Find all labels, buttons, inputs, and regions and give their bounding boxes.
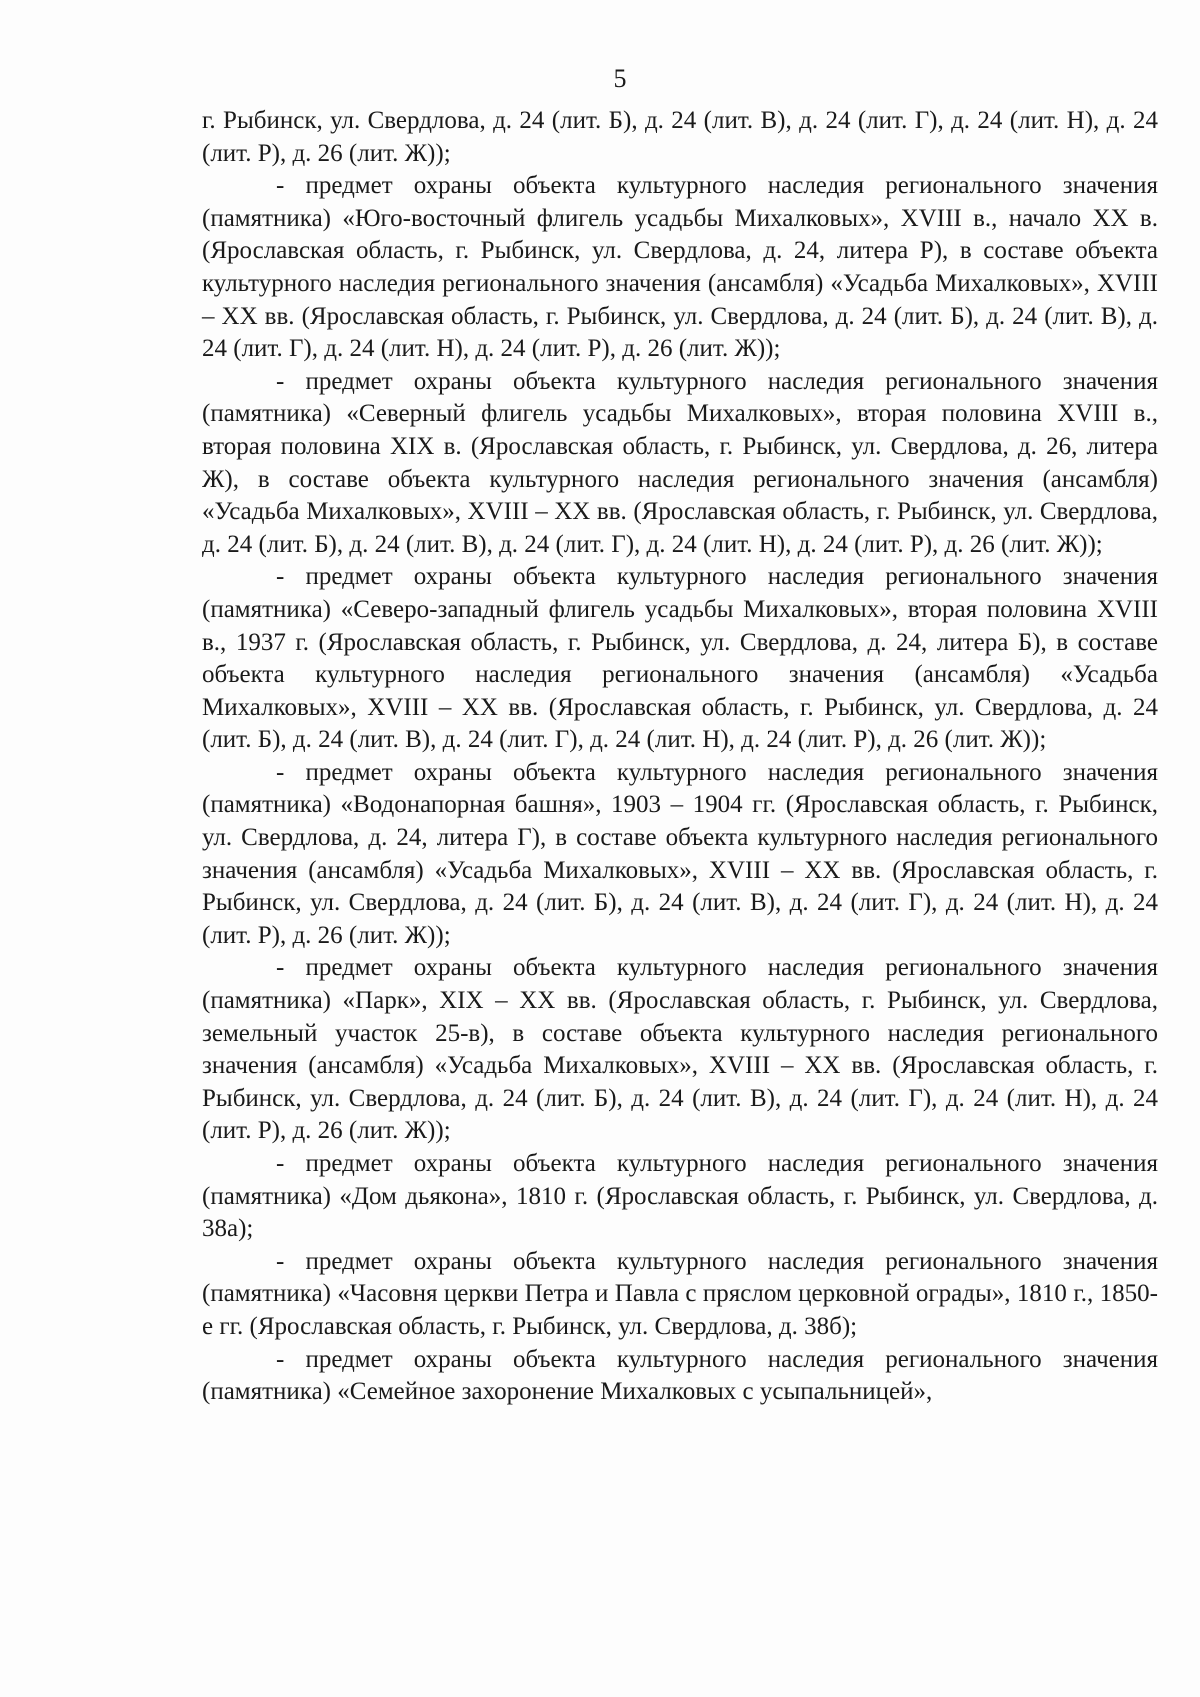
- page-number: 5: [613, 64, 627, 93]
- document-body: [202, 105, 1158, 1409]
- paragraph-protection-subject: - предмет охраны объекта культурного наследия регионального значения (памятника) «Семейное захоронение Михалковых с усыпальницей»,: [202, 1345, 1158, 1406]
- paragraph-protection-subject: - предмет охраны объекта культурного наследия регионального значения (памятника) «Дом дьякона», 1810 г. (Ярославская область, г. Рыбинск, ул. Свердлова, д. 38а);: [202, 1150, 1158, 1243]
- paragraph-protection-subject: - предмет охраны объекта культурного наследия регионального значения (памятника) «Часовня церкви Петра и Павла с пряслом церковной ограды», 1810 г., 1850-е гг. (Ярославская область, г. Рыбинск, ул. Свердлова, д. 38б);: [202, 1247, 1158, 1340]
- paragraph-protection-subject: - предмет охраны объекта культурного наследия регионального значения (памятника) «Северный флигель усадьбы Михалковых», вторая половина XVIII в., вторая половина XIX в. (Ярославская область, г. Рыбинск, ул. Свердлова, д. 26, литера Ж), в составе объекта культурного наследия регионального значения (ансамбля) «Усадьба Михалковых», XVIII – XX вв. (Ярославская область, г. Рыбинск, ул. Свердлова, д. 24 (лит. Б), д. 24 (лит. В), д. 24 (лит. Г), д. 24 (лит. Н), д. 24 (лит. Р), д. 26 (лит. Ж));: [202, 367, 1158, 558]
- paragraph-protection-subject: - предмет охраны объекта культурного наследия регионального значения (памятника) «Водонапорная башня», 1903 – 1904 гг. (Ярославская область, г. Рыбинск, ул. Свердлова, д. 24, литера Г), в составе объекта культурного наследия регионального значения (ансамбля) «Усадьба Михалковых», XVIII – XX вв. (Ярославская область, г. Рыбинск, ул. Свердлова, д. 24 (лит. Б), д. 24 (лит. В), д. 24 (лит. Г), д. 24 (лит. Н), д. 24 (лит. Р), д. 26 (лит. Ж));: [202, 758, 1158, 949]
- paragraph-continuation: г. Рыбинск, ул. Свердлова, д. 24 (лит. Б), д. 24 (лит. В), д. 24 (лит. Г), д. 24 (лит. Н), д. 24 (лит. Р), д. 26 (лит. Ж));: [202, 107, 1158, 167]
- paragraph-protection-subject: - предмет охраны объекта культурного наследия регионального значения (памятника) «Северо-западный флигель усадьбы Михалковых», вторая половина XVIII в., 1937 г. (Ярославская область, г. Рыбинск, ул. Свердлова, д. 24, литера Б), в составе объекта культурного наследия регионального значения (ансамбля) «Усадьба Михалковых», XVIII – XX вв. (Ярославская область, г. Рыбинск, ул. Свердлова, д. 24 (лит. Б), д. 24 (лит. В), д. 24 (лит. Г), д. 24 (лит. Н), д. 24 (лит. Р), д. 26 (лит. Ж));: [202, 563, 1158, 754]
- paragraph-protection-subject: - предмет охраны объекта культурного наследия регионального значения (памятника) «Парк», XIX – XX вв. (Ярославская область, г. Рыбинск, ул. Свердлова, земельный участок 25-в), в составе объекта культурного наследия регионального значения (ансамбля) «Усадьба Михалковых», XVIII – XX вв. (Ярославская область, г. Рыбинск, ул. Свердлова, д. 24 (лит. Б), д. 24 (лит. В), д. 24 (лит. Г), д. 24 (лит. Н), д. 24 (лит. Р), д. 26 (лит. Ж));: [202, 954, 1158, 1145]
- paragraph-protection-subject: - предмет охраны объекта культурного наследия регионального значения (памятника) «Юго-восточный флигель усадьбы Михалковых», XVIII в., начало XX в. (Ярославская область, г. Рыбинск, ул. Свердлова, д. 24, литера Р), в составе объекта культурного наследия регионального значения (ансамбля) «Усадьба Михалковых», XVIII – XX вв. (Ярославская область, г. Рыбинск, ул. Свердлова, д. 24 (лит. Б), д. 24 (лит. В), д. 24 (лит. Г), д. 24 (лит. Н), д. 24 (лит. Р), д. 26 (лит. Ж));: [202, 172, 1158, 363]
